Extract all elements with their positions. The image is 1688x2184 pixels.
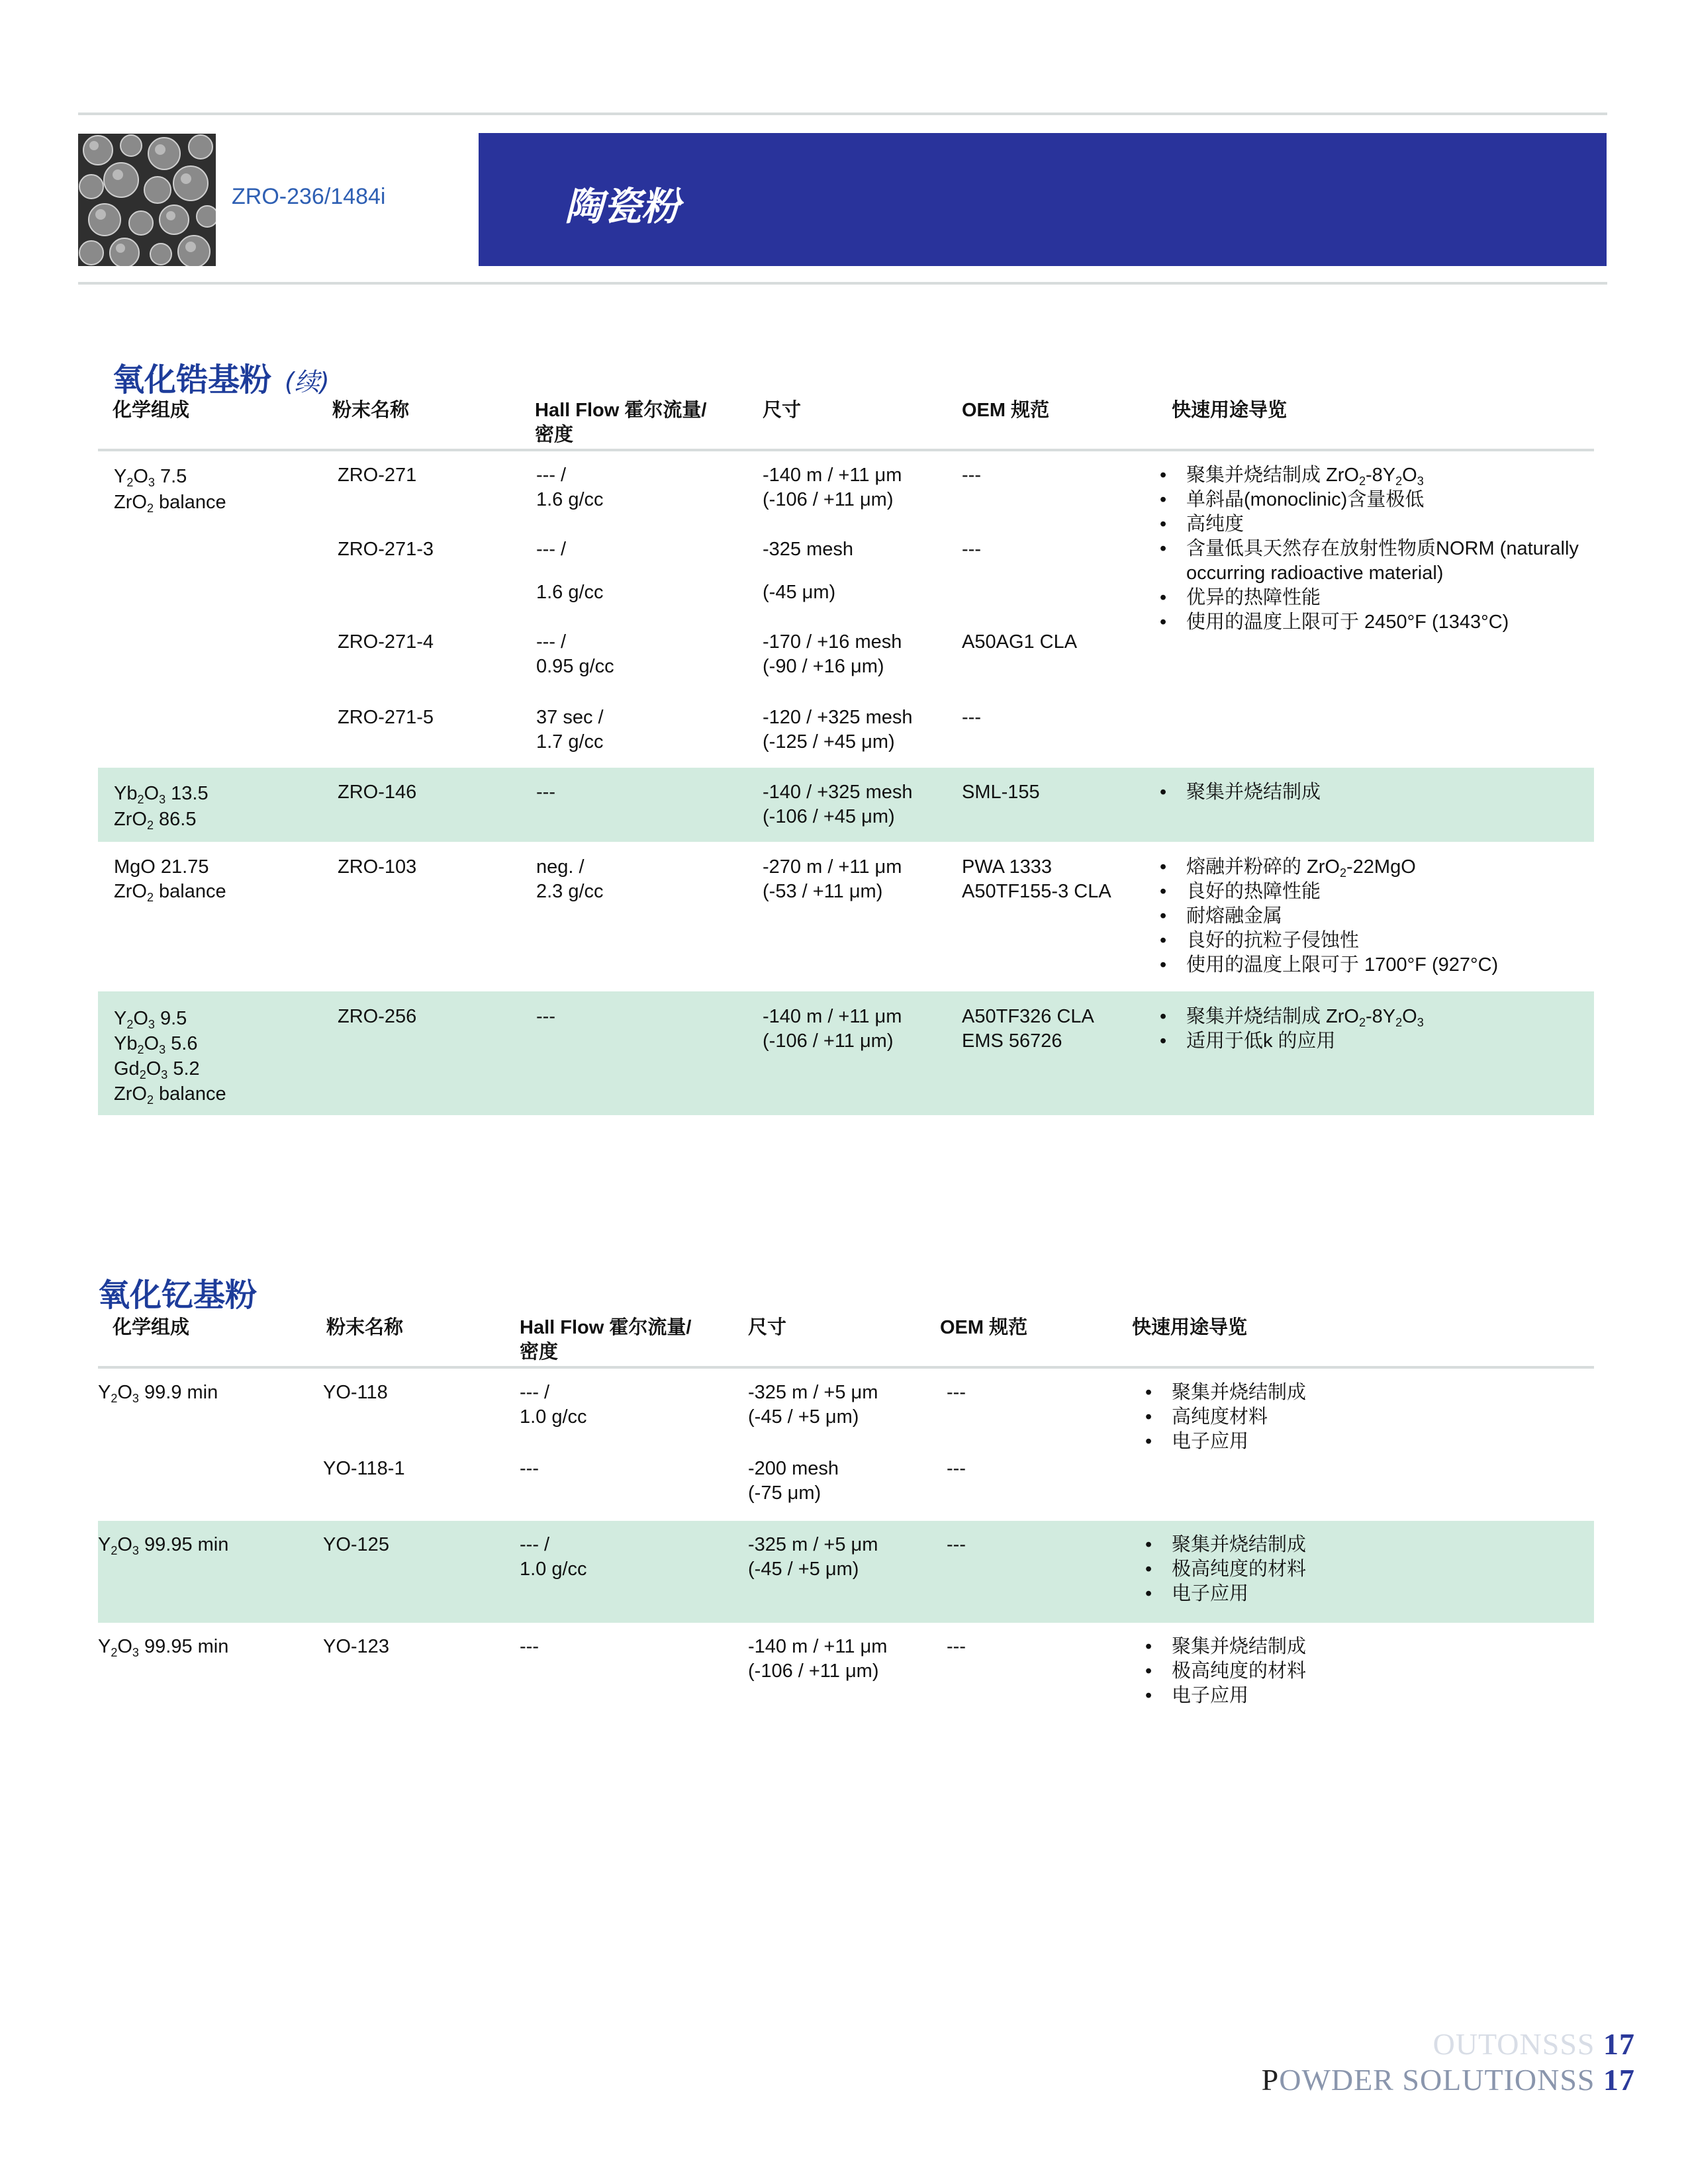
r1-usage-item: • 单斜晶(monoclinic)含量极低 — [1160, 488, 1597, 512]
yo-col-header-powder-name: 粉末名称 — [326, 1317, 404, 1338]
r1-hall-1b: 1.6 g/cc — [536, 489, 604, 510]
r3-usage-item: • 熔融并粉碎的 ZrO$_2$-22MgO — [1160, 855, 1597, 880]
y1-usage-item: • 电子应用 — [1145, 1430, 1582, 1454]
y1-hall-1b: 1.0 g/cc — [520, 1406, 587, 1428]
r2-composition-line1: $Yb_2O_3$ 13.5 — [114, 783, 209, 806]
r3-size-b: (-53 / +11 μm) — [763, 881, 883, 902]
r4-composition-line2: $Yb_2O_3$ 5.6 — [114, 1033, 198, 1056]
y1-oem-2: --- — [947, 1458, 966, 1479]
y1-size-1a: -325 m / +5 μm — [748, 1382, 878, 1403]
page-number: 17 — [1603, 2027, 1635, 2061]
zro-continued: (续) — [285, 367, 330, 396]
yo-col-header-density: 密度 — [520, 1342, 559, 1363]
r3-oem-a: PWA 1333 — [962, 856, 1052, 878]
r1-usage-list — [1160, 463, 1597, 635]
y1-oem-1: --- — [947, 1382, 966, 1403]
r4-composition-line1: $Y_2O_3$ 9.5 — [114, 1008, 187, 1031]
r4-composition-line3: $Gd_2O_3$ 5.2 — [114, 1058, 200, 1081]
y3-oem: --- — [947, 1636, 966, 1657]
r4-oem-a: A50TF326 CLA — [962, 1006, 1094, 1027]
y1-composition: $Y_2O_3$ 99.9 min — [98, 1382, 218, 1405]
r1-oem-4: --- — [962, 707, 981, 728]
powder-micrograph-image — [78, 134, 216, 266]
r1-composition-line2: ZrO$_2$ balance — [114, 492, 226, 515]
r1-hall-3a: --- / — [536, 631, 567, 653]
yo-header-rule — [98, 1366, 1594, 1369]
y3-usage-list — [1145, 1635, 1582, 1708]
y1-hall-1a: --- / — [520, 1382, 550, 1403]
footer-line-1: OUTONSSS 17 — [1432, 2027, 1635, 2061]
r2-oem: SML-155 — [962, 782, 1040, 803]
r4-powder-name: ZRO-256 — [338, 1006, 417, 1027]
r2-hall: --- — [536, 782, 555, 803]
col-header-usage: 快速用途导览 — [1172, 400, 1288, 421]
r2-powder-name: ZRO-146 — [338, 782, 417, 803]
y3-hall: --- — [520, 1636, 539, 1657]
r3-oem-b: A50TF155-3 CLA — [962, 881, 1111, 902]
r3-composition-line1: MgO 21.75 — [114, 856, 209, 878]
r1-size-3a: -170 / +16 mesh — [763, 631, 902, 653]
r1-size-3b: (-90 / +16 μm) — [763, 656, 884, 677]
col-header-composition: 化学组成 — [113, 400, 190, 421]
y3-usage-item: • 电子应用 — [1145, 1684, 1582, 1708]
yo-section-title: 氧化钇基粉 — [98, 1277, 258, 1314]
r4-hall: --- — [536, 1006, 555, 1027]
product-code: ZRO-236/1484i — [232, 184, 386, 209]
col-header-hall-flow: Hall Flow 霍尔流量/ — [535, 400, 707, 421]
r1-hall-4a: 37 sec / — [536, 707, 604, 728]
page-number: 17 — [1603, 2063, 1635, 2097]
r4-usage-item: • 适用于低k 的应用 — [1160, 1029, 1597, 1054]
col-header-size: 尺寸 — [763, 400, 802, 421]
yo-col-header-oem: OEM 规范 — [940, 1317, 1028, 1338]
r3-usage-item: • 良好的热障性能 — [1160, 880, 1597, 904]
y2-size-b: (-45 / +5 μm) — [748, 1559, 859, 1580]
zro-section-title — [113, 354, 330, 400]
r1-size-1b: (-106 / +11 μm) — [763, 489, 894, 510]
r2-usage-list — [1160, 780, 1597, 805]
y3-usage-item: • 聚集并烧结制成 — [1145, 1635, 1582, 1659]
y2-size-a: -325 m / +5 μm — [748, 1534, 878, 1555]
y2-hall-a: --- / — [520, 1534, 550, 1555]
y3-composition: $Y_2O_3$ 99.95 min — [98, 1636, 229, 1659]
r1-size-1a: -140 m / +11 μm — [763, 465, 902, 486]
r4-oem-b: EMS 56726 — [962, 1030, 1062, 1052]
r1-size-4a: -120 / +325 mesh — [763, 707, 913, 728]
y1-size-2a: -200 mesh — [748, 1458, 839, 1479]
y2-usage-list — [1145, 1533, 1582, 1606]
r1-oem-1: --- — [962, 465, 981, 486]
r1-powder-name-1: ZRO-271 — [338, 465, 417, 486]
y1-usage-list — [1145, 1381, 1582, 1454]
title-banner — [479, 133, 1607, 266]
r1-usage-item: • 含量低具天然存在放射性物质NORM (naturally occurring radioactive material) — [1160, 537, 1597, 586]
y2-oem: --- — [947, 1534, 966, 1555]
r3-usage-item: • 耐熔融金属 — [1160, 904, 1597, 929]
y2-powder-name: YO-125 — [323, 1534, 389, 1555]
r3-powder-name: ZRO-103 — [338, 856, 417, 878]
yo-col-header-size: 尺寸 — [748, 1317, 787, 1338]
r1-size-2a: -325 mesh — [763, 539, 854, 560]
r4-size-a: -140 m / +11 μm — [763, 1006, 902, 1027]
footer-line-2: POWDER SOLUTIONSS 17 — [1261, 2063, 1635, 2097]
y2-usage-item: • 电子应用 — [1145, 1582, 1582, 1606]
y2-hall-b: 1.0 g/cc — [520, 1559, 587, 1580]
r1-composition-line1: $Y_2O_3$ 7.5 — [114, 466, 187, 489]
r3-composition-line2: ZrO$_2$ balance — [114, 881, 226, 904]
y2-usage-item: • 聚集并烧结制成 — [1145, 1533, 1582, 1557]
r1-powder-name-2: ZRO-271-3 — [338, 539, 434, 560]
r1-oem-3: A50AG1 CLA — [962, 631, 1078, 653]
r1-size-4b: (-125 / +45 μm) — [763, 731, 895, 752]
yo-col-header-usage: 快速用途导览 — [1132, 1317, 1248, 1338]
y2-usage-item: • 极高纯度的材料 — [1145, 1557, 1582, 1582]
r1-usage-item: • 高纯度 — [1160, 512, 1597, 537]
banner-title: 陶瓷粉 — [565, 184, 680, 229]
r1-hall-4b: 1.7 g/cc — [536, 731, 604, 752]
r2-composition-line2: ZrO$_2$ 86.5 — [114, 809, 197, 832]
yo-col-header-composition: 化学组成 — [113, 1317, 190, 1338]
y1-usage-item: • 高纯度材料 — [1145, 1405, 1582, 1430]
y1-hall-2: --- — [520, 1458, 539, 1479]
r4-usage-item: • 聚集并烧结制成 $ZrO_2-8Y_2O_3$ — [1160, 1005, 1597, 1029]
r3-usage-item: • 良好的抗粒子侵蚀性 — [1160, 929, 1597, 953]
r1-hall-2b: 1.6 g/cc — [536, 582, 604, 603]
y1-powder-name-1: YO-118 — [323, 1382, 388, 1403]
r3-size-a: -270 m / +11 μm — [763, 856, 902, 878]
y3-usage-item: • 极高纯度的材料 — [1145, 1659, 1582, 1684]
y2-composition: $Y_2O_3$ 99.95 min — [98, 1534, 229, 1557]
r1-usage-item: • 使用的温度上限可于 2450°F (1343°C) — [1160, 610, 1597, 635]
r4-composition-line4: ZrO$_2$ balance — [114, 1083, 226, 1107]
r3-usage-item: • 使用的温度上限可于 1700°F (927°C) — [1160, 953, 1597, 978]
y1-usage-item: • 聚集并烧结制成 — [1145, 1381, 1582, 1405]
zro-title-text: 氧化锆基粉 — [113, 361, 272, 398]
r1-hall-2a: --- / — [536, 539, 567, 560]
r1-size-2b: (-45 μm) — [763, 582, 836, 603]
r1-hall-1a: --- / — [536, 465, 567, 486]
r4-size-b: (-106 / +11 μm) — [763, 1030, 894, 1052]
r1-powder-name-3: ZRO-271-4 — [338, 631, 434, 653]
r4-usage-list — [1160, 1005, 1597, 1054]
header-bottom-rule — [78, 282, 1607, 285]
r1-usage-item: • 优异的热障性能 — [1160, 586, 1597, 610]
zro-header-rule — [98, 449, 1594, 451]
r1-powder-name-4: ZRO-271-5 — [338, 707, 434, 728]
y3-powder-name: YO-123 — [323, 1636, 389, 1657]
top-rule — [78, 113, 1607, 115]
r2-size-b: (-106 / +45 μm) — [763, 806, 895, 827]
r1-oem-2: --- — [962, 539, 981, 560]
yo-col-header-hall-flow: Hall Flow 霍尔流量/ — [520, 1317, 692, 1338]
r2-usage-item: • 聚集并烧结制成 — [1160, 780, 1597, 805]
y3-size-b: (-106 / +11 μm) — [748, 1661, 879, 1682]
r1-usage-item: • 聚集并烧结制成 $ZrO_2-8Y_2O_3$ — [1160, 463, 1597, 488]
col-header-density: 密度 — [535, 424, 574, 445]
col-header-powder-name: 粉末名称 — [332, 400, 410, 421]
r3-hall-b: 2.3 g/cc — [536, 881, 604, 902]
y1-size-2b: (-75 μm) — [748, 1482, 821, 1504]
r3-hall-a: neg. / — [536, 856, 585, 878]
r2-size-a: -140 / +325 mesh — [763, 782, 913, 803]
y3-size-a: -140 m / +11 μm — [748, 1636, 888, 1657]
col-header-oem: OEM 规范 — [962, 400, 1050, 421]
r3-usage-list — [1160, 855, 1597, 978]
r1-hall-3b: 0.95 g/cc — [536, 656, 614, 677]
y1-size-1b: (-45 / +5 μm) — [748, 1406, 859, 1428]
y1-powder-name-2: YO-118-1 — [323, 1458, 405, 1479]
